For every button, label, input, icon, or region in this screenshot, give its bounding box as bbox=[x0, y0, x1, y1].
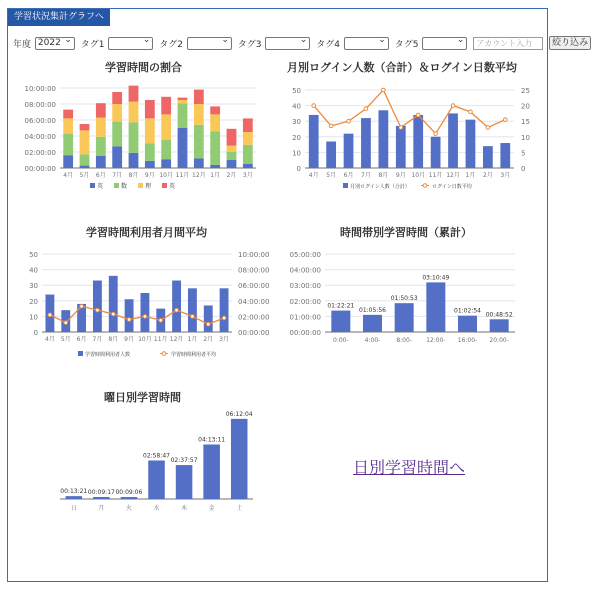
x-tick-label: 4:00- bbox=[364, 337, 381, 344]
stacked-bar-segment bbox=[96, 156, 106, 168]
bar bbox=[395, 303, 414, 332]
bar bbox=[93, 281, 102, 332]
line-point bbox=[486, 126, 490, 130]
stacked-bar-segment bbox=[63, 118, 73, 133]
line-point bbox=[399, 126, 403, 130]
y-tick-label: 0 bbox=[33, 329, 38, 337]
y-tick-label: 40 bbox=[292, 102, 301, 111]
x-tick-label: 9月 bbox=[395, 172, 406, 179]
x-tick-label: 3月 bbox=[219, 336, 229, 343]
legend-label: 学習時間利用者平均 bbox=[171, 352, 217, 358]
y-tick-label: 10 bbox=[29, 313, 38, 322]
window-title: 学習状況集計グラフへ bbox=[8, 9, 110, 26]
x-tick-label: 3月 bbox=[242, 172, 253, 179]
bar-value-label: 02:37:57 bbox=[170, 457, 198, 465]
line-point bbox=[191, 315, 195, 319]
stacked-bar-segment bbox=[178, 128, 188, 168]
stacked-bar-segment bbox=[161, 140, 171, 159]
stacked-bar-segment bbox=[96, 103, 106, 117]
legend-label: 学習時間利用者人数 bbox=[85, 352, 131, 358]
x-tick-label: 10月 bbox=[411, 172, 426, 179]
daily-study-time-link[interactable]: 日別学習時間へ bbox=[353, 458, 466, 477]
bar bbox=[426, 282, 445, 332]
line-point bbox=[469, 110, 473, 114]
x-tick-label: 4月 bbox=[308, 172, 319, 179]
stacked-bar-segment bbox=[161, 114, 171, 140]
legend-label: 理 bbox=[145, 183, 152, 190]
line-point bbox=[451, 104, 455, 108]
bar bbox=[231, 419, 248, 499]
year-label: 年度 bbox=[13, 39, 32, 50]
stacked-bar-segment bbox=[178, 100, 188, 103]
chart-users bbox=[18, 244, 280, 362]
legend-swatch bbox=[162, 183, 167, 188]
chart-login bbox=[283, 80, 538, 195]
stacked-bar-segment bbox=[210, 131, 220, 165]
line-point bbox=[503, 118, 507, 122]
x-tick-label: 0:00- bbox=[333, 337, 349, 344]
y-tick-label: 03:00:00 bbox=[289, 282, 321, 291]
stacked-bar-segment bbox=[210, 114, 220, 131]
y-tick-label: 0 bbox=[296, 165, 301, 173]
stacked-bar-segment bbox=[194, 90, 204, 104]
stacked-bar-segment bbox=[96, 137, 106, 156]
y-tick-label: 08:00:00 bbox=[238, 266, 270, 275]
chart-timeband bbox=[283, 244, 538, 349]
bar bbox=[220, 288, 229, 332]
stacked-bar-segment bbox=[227, 146, 237, 152]
x-tick-label: 5月 bbox=[326, 172, 337, 179]
x-tick-label: 日 bbox=[70, 505, 77, 512]
tag2-select[interactable] bbox=[187, 37, 232, 50]
y-tick-label: 25 bbox=[521, 87, 530, 95]
bar-value-label: 01:05:56 bbox=[359, 306, 386, 314]
bar bbox=[396, 126, 406, 168]
bar bbox=[344, 134, 354, 168]
legend-swatch bbox=[162, 352, 166, 356]
x-tick-label: 11月 bbox=[175, 172, 190, 179]
bar bbox=[176, 465, 193, 499]
line-series bbox=[50, 306, 224, 324]
bar-value-label: 00:09:06 bbox=[115, 489, 143, 497]
bar bbox=[431, 137, 441, 168]
x-tick-label: 8月 bbox=[378, 172, 389, 179]
bar bbox=[500, 143, 510, 168]
line-point bbox=[416, 113, 420, 117]
legend-swatch bbox=[423, 184, 427, 188]
bar bbox=[93, 497, 110, 499]
bar bbox=[66, 496, 83, 499]
account-input[interactable]: アカウント入力 bbox=[473, 37, 543, 50]
stacked-bar-segment bbox=[112, 104, 122, 122]
y-tick-label: 50 bbox=[29, 251, 38, 259]
year-select[interactable]: 2022 ⌄ bbox=[35, 37, 75, 50]
line-point bbox=[80, 304, 84, 308]
chart-ratio bbox=[18, 80, 258, 195]
bar bbox=[458, 316, 477, 332]
legend-swatch bbox=[138, 183, 143, 188]
tag5-select[interactable] bbox=[422, 37, 467, 50]
chart-title-users: 学習時間利用者月間平均 bbox=[86, 226, 207, 239]
stacked-bar-segment bbox=[161, 159, 171, 168]
x-tick-label: 1月 bbox=[187, 336, 198, 343]
y-tick-label: 02:00:00 bbox=[238, 313, 270, 322]
line-point bbox=[329, 124, 333, 128]
bar-value-label: 00:13:21 bbox=[60, 488, 88, 496]
stacked-bar-segment bbox=[243, 164, 253, 168]
line-point bbox=[222, 316, 226, 320]
x-tick-label: 12月 bbox=[192, 172, 206, 179]
bar bbox=[188, 288, 197, 332]
x-tick-label: 木 bbox=[181, 505, 188, 512]
x-tick-label: 6月 bbox=[343, 172, 354, 179]
x-tick-label: 20:00- bbox=[489, 337, 509, 344]
x-tick-label: 7月 bbox=[92, 336, 103, 343]
tag1-label: タグ1 bbox=[80, 39, 105, 50]
tag2-label: タグ2 bbox=[159, 39, 183, 50]
x-tick-label: 8月 bbox=[128, 172, 139, 179]
filter-button[interactable]: 絞り込み bbox=[549, 36, 591, 50]
y-tick-label: 01:00:00 bbox=[289, 313, 321, 322]
stacked-bar-segment bbox=[210, 106, 220, 114]
y-tick-label: 10 bbox=[521, 133, 530, 142]
bar-value-label: 01:02:54 bbox=[454, 307, 481, 315]
y-tick-label: 20 bbox=[521, 102, 530, 111]
y-tick-label: 20 bbox=[29, 297, 38, 306]
chart-title-login: 月別ログイン人数（合計）＆ログイン日数平均 bbox=[287, 61, 517, 74]
tag3-select[interactable] bbox=[265, 37, 310, 50]
stacked-bar-segment bbox=[161, 97, 171, 115]
x-tick-label: 5月 bbox=[79, 172, 90, 179]
y-tick-label: 15 bbox=[521, 118, 530, 127]
x-tick-label: 3月 bbox=[500, 172, 511, 179]
line-point bbox=[48, 313, 52, 317]
stacked-bar-segment bbox=[227, 152, 237, 160]
x-tick-label: 土 bbox=[236, 505, 243, 512]
y-tick-label: 00:00:00 bbox=[238, 329, 270, 337]
bar-value-label: 01:50:53 bbox=[390, 295, 418, 303]
bar-value-label: 03:10:49 bbox=[422, 274, 450, 282]
y-tick-label: 02:00:00 bbox=[289, 297, 321, 306]
bar bbox=[490, 319, 509, 332]
bar bbox=[378, 110, 388, 168]
bar bbox=[326, 141, 336, 168]
stacked-bar-segment bbox=[227, 160, 237, 168]
stacked-bar-segment bbox=[96, 118, 106, 137]
line-series bbox=[314, 90, 506, 134]
bar bbox=[148, 460, 165, 499]
y-tick-label: 5 bbox=[521, 149, 526, 158]
x-tick-label: 10月 bbox=[138, 336, 152, 343]
stacked-bar-segment bbox=[80, 154, 90, 165]
x-tick-label: 9月 bbox=[144, 172, 155, 179]
y-tick-label: 20 bbox=[292, 133, 301, 142]
x-tick-label: 月 bbox=[98, 505, 105, 512]
chart-weekday bbox=[55, 405, 255, 515]
line-point bbox=[206, 322, 210, 326]
stacked-bar-segment bbox=[63, 134, 73, 156]
stacked-bar-segment bbox=[80, 124, 90, 130]
bar bbox=[413, 115, 423, 168]
stacked-bar-segment bbox=[227, 129, 237, 146]
legend-label: ログイン日数平均 bbox=[432, 184, 472, 190]
bar-value-label: 00:48:52 bbox=[485, 311, 513, 319]
x-tick-label: 4月 bbox=[45, 336, 55, 343]
stacked-bar-segment bbox=[129, 86, 139, 102]
stacked-bar-segment bbox=[112, 122, 122, 147]
y-tick-label: 00:00:00 bbox=[24, 165, 56, 173]
legend-label: 英 bbox=[97, 183, 104, 190]
line-point bbox=[159, 319, 163, 323]
line-point bbox=[111, 312, 115, 316]
x-tick-label: 7月 bbox=[361, 172, 371, 179]
x-tick-label: 5月 bbox=[60, 336, 71, 343]
line-point bbox=[96, 308, 100, 312]
y-tick-label: 10:00:00 bbox=[24, 85, 56, 93]
legend-label: 数 bbox=[121, 183, 128, 190]
legend-swatch bbox=[114, 183, 119, 188]
tag1-select[interactable] bbox=[108, 37, 153, 50]
x-tick-label: 金 bbox=[208, 505, 215, 512]
y-tick-label: 50 bbox=[292, 87, 301, 95]
bar bbox=[361, 118, 371, 168]
stacked-bar-segment bbox=[243, 118, 253, 132]
x-tick-label: 2月 bbox=[226, 172, 237, 179]
y-tick-label: 30 bbox=[292, 118, 301, 127]
y-tick-label: 08:00:00 bbox=[24, 101, 56, 109]
chart-title-ratio: 学習時間の割合 bbox=[105, 61, 182, 74]
y-tick-label: 40 bbox=[29, 266, 38, 275]
stacked-bar-segment bbox=[112, 92, 122, 104]
x-tick-label: 12月 bbox=[169, 336, 184, 343]
x-tick-label: 8月 bbox=[108, 336, 119, 343]
stacked-bar-segment bbox=[178, 103, 188, 128]
stacked-bar-segment bbox=[129, 102, 139, 123]
y-tick-label: 00:00:00 bbox=[289, 329, 321, 337]
y-tick-label: 04:00:00 bbox=[289, 266, 321, 275]
x-tick-label: 10月 bbox=[159, 172, 173, 179]
line-point bbox=[175, 308, 179, 312]
line-point bbox=[347, 119, 351, 123]
x-tick-label: 6月 bbox=[95, 172, 106, 179]
stacked-bar-segment bbox=[145, 100, 155, 118]
x-tick-label: 12月 bbox=[446, 172, 460, 179]
tag4-label: タグ4 bbox=[316, 39, 340, 50]
bar bbox=[140, 293, 149, 332]
y-tick-label: 02:00:00 bbox=[24, 149, 56, 157]
y-tick-label: 06:00:00 bbox=[238, 282, 270, 291]
stacked-bar-segment bbox=[129, 153, 139, 168]
line-point bbox=[127, 318, 131, 322]
stacked-bar-segment bbox=[129, 122, 139, 152]
x-tick-label: 7月 bbox=[112, 172, 123, 179]
stacked-bar-segment bbox=[194, 158, 204, 168]
line-point bbox=[64, 321, 68, 325]
bar bbox=[448, 113, 458, 168]
y-tick-label: 10 bbox=[292, 149, 301, 158]
x-tick-label: 火 bbox=[125, 505, 132, 512]
bar-value-label: 04:13:11 bbox=[198, 436, 226, 444]
stacked-bar-segment bbox=[145, 161, 155, 168]
bar-value-label: 00:09:17 bbox=[87, 489, 115, 497]
x-tick-label: 12:00- bbox=[426, 337, 446, 344]
line-point bbox=[434, 132, 438, 136]
x-tick-label: 1月 bbox=[465, 172, 476, 179]
line-point bbox=[312, 104, 316, 108]
stacked-bar-segment bbox=[243, 132, 253, 145]
x-tick-label: 2月 bbox=[482, 172, 493, 179]
stacked-bar-segment bbox=[210, 165, 220, 168]
tag3-label: タグ3 bbox=[237, 39, 262, 50]
y-tick-label: 05:00:00 bbox=[289, 251, 321, 259]
chart-title-timeband: 時間帯別学習時間（累計） bbox=[340, 226, 472, 239]
x-tick-label: 6月 bbox=[76, 336, 87, 343]
stacked-bar-segment bbox=[80, 166, 90, 168]
bar-value-label: 02:58:47 bbox=[143, 452, 170, 460]
stacked-bar-segment bbox=[145, 118, 155, 143]
legend-swatch bbox=[90, 183, 95, 188]
line-point bbox=[382, 88, 386, 92]
filter-bar bbox=[13, 36, 589, 52]
y-tick-label: 10:00:00 bbox=[238, 251, 270, 259]
y-tick-label: 04:00:00 bbox=[24, 133, 56, 141]
stacked-bar-segment bbox=[194, 104, 204, 125]
x-tick-label: 水 bbox=[153, 505, 160, 512]
bar bbox=[203, 444, 220, 499]
line-point bbox=[143, 315, 147, 319]
legend-label: 英 bbox=[169, 183, 176, 190]
chart-title-weekday: 曜日別学習時間 bbox=[104, 391, 181, 404]
tag5-label: タグ5 bbox=[394, 39, 419, 50]
legend-swatch bbox=[343, 183, 348, 188]
bar bbox=[331, 311, 350, 332]
bar bbox=[172, 281, 181, 332]
bar bbox=[483, 146, 493, 168]
stacked-bar-segment bbox=[194, 125, 204, 159]
bar bbox=[309, 115, 319, 168]
stacked-bar-segment bbox=[145, 143, 155, 161]
bar bbox=[466, 120, 476, 168]
x-tick-label: 9月 bbox=[124, 336, 134, 343]
line-point bbox=[364, 107, 368, 111]
stacked-bar-segment bbox=[178, 98, 188, 100]
bar-value-label: 06:12:04 bbox=[225, 410, 253, 418]
legend-label: 月別ログイン人数（合計） bbox=[350, 184, 410, 190]
bar bbox=[125, 299, 134, 332]
x-tick-label: 16:00- bbox=[457, 337, 478, 344]
y-tick-label: 30 bbox=[29, 282, 38, 291]
stacked-bar-segment bbox=[63, 110, 73, 119]
x-tick-label: 1月 bbox=[210, 172, 221, 179]
x-tick-label: 11月 bbox=[153, 336, 168, 343]
stacked-bar-segment bbox=[243, 145, 253, 164]
y-tick-label: 06:00:00 bbox=[24, 117, 56, 125]
legend-swatch bbox=[78, 351, 83, 356]
y-tick-label: 04:00:00 bbox=[238, 297, 270, 306]
stacked-bar-segment bbox=[63, 155, 73, 168]
y-tick-label: 0 bbox=[521, 165, 526, 173]
bar bbox=[204, 305, 213, 332]
bar bbox=[121, 497, 138, 499]
x-tick-label: 8:00- bbox=[396, 337, 412, 344]
stacked-bar-segment bbox=[80, 130, 90, 154]
bar bbox=[109, 276, 118, 332]
bar-value-label: 01:22:21 bbox=[327, 302, 355, 310]
x-tick-label: 11月 bbox=[428, 172, 443, 179]
bar bbox=[363, 315, 382, 332]
x-tick-label: 4月 bbox=[63, 172, 74, 179]
tag4-select[interactable] bbox=[344, 37, 389, 50]
stacked-bar-segment bbox=[112, 146, 122, 168]
x-tick-label: 2月 bbox=[203, 336, 214, 343]
